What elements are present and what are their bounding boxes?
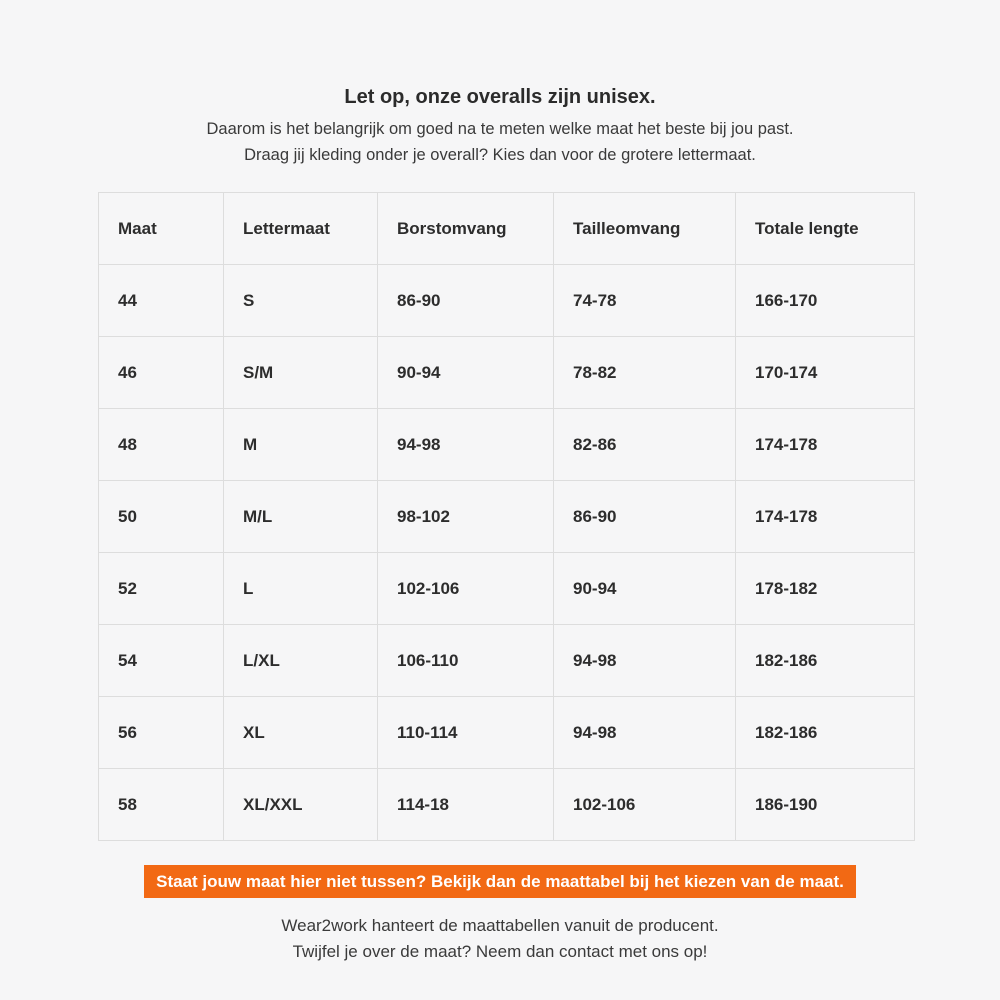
table-row [99, 409, 915, 481]
table-cell: 48 [99, 409, 224, 481]
table-row [99, 337, 915, 409]
column-header: Maat [99, 193, 224, 265]
table-row [99, 481, 915, 553]
size-table-body [99, 265, 915, 841]
intro-section [0, 84, 1000, 168]
intro-subtitle-line1: Daarom is het belangrijk om goed na te meten welke maat het beste bij jou past. [206, 120, 794, 138]
table-cell: 86-90 [554, 481, 736, 553]
table-cell: 170-174 [736, 337, 915, 409]
size-notice-banner: Staat jouw maat hier niet tussen? Bekijk dan de maattabel bij het kiezen van de maat. [144, 865, 856, 898]
table-cell: 46 [99, 337, 224, 409]
table-cell: M [224, 409, 378, 481]
table-cell: 174-178 [736, 409, 915, 481]
table-cell: 86-90 [378, 265, 554, 337]
size-table [98, 192, 915, 841]
size-table-header-row [99, 193, 915, 265]
table-cell: 94-98 [554, 625, 736, 697]
table-cell: L/XL [224, 625, 378, 697]
column-header: Borstomvang [378, 193, 554, 265]
table-row [99, 553, 915, 625]
table-cell: XL [224, 697, 378, 769]
table-cell: 94-98 [554, 697, 736, 769]
page-title: Let op, onze overalls zijn unisex. [344, 86, 656, 108]
column-header: Tailleomvang [554, 193, 736, 265]
table-cell: 54 [99, 625, 224, 697]
table-cell: 102-106 [554, 769, 736, 841]
table-cell: 78-82 [554, 337, 736, 409]
table-cell: 182-186 [736, 697, 915, 769]
table-cell: 56 [99, 697, 224, 769]
table-cell: 186-190 [736, 769, 915, 841]
table-cell: 82-86 [554, 409, 736, 481]
footer-section [0, 913, 1000, 965]
table-cell: 106-110 [378, 625, 554, 697]
table-row [99, 697, 915, 769]
table-cell: 166-170 [736, 265, 915, 337]
table-cell: 90-94 [554, 553, 736, 625]
column-header: Lettermaat [224, 193, 378, 265]
footer-line1: Wear2work hanteert de maattabellen vanuit de producent. [281, 916, 719, 935]
table-cell: 98-102 [378, 481, 554, 553]
table-cell: 94-98 [378, 409, 554, 481]
table-cell: 52 [99, 553, 224, 625]
table-cell: 74-78 [554, 265, 736, 337]
banner-section [0, 865, 1000, 898]
table-row [99, 625, 915, 697]
table-cell: S [224, 265, 378, 337]
table-cell: 58 [99, 769, 224, 841]
intro-subtitle-line2: Draag jij kleding onder je overall? Kies dan voor de grotere lettermaat. [244, 146, 756, 164]
footer-line2: Twijfel je over de maat? Neem dan contact met ons op! [292, 942, 708, 961]
table-row [99, 769, 915, 841]
column-header: Totale lengte [736, 193, 915, 265]
table-cell: 178-182 [736, 553, 915, 625]
table-cell: S/M [224, 337, 378, 409]
table-cell: L [224, 553, 378, 625]
table-cell: 182-186 [736, 625, 915, 697]
table-cell: 114-18 [378, 769, 554, 841]
table-cell: 90-94 [378, 337, 554, 409]
table-cell: 102-106 [378, 553, 554, 625]
table-cell: 50 [99, 481, 224, 553]
table-cell: M/L [224, 481, 378, 553]
table-cell: 110-114 [378, 697, 554, 769]
table-cell: XL/XXL [224, 769, 378, 841]
table-cell: 174-178 [736, 481, 915, 553]
table-cell: 44 [99, 265, 224, 337]
table-row [99, 265, 915, 337]
